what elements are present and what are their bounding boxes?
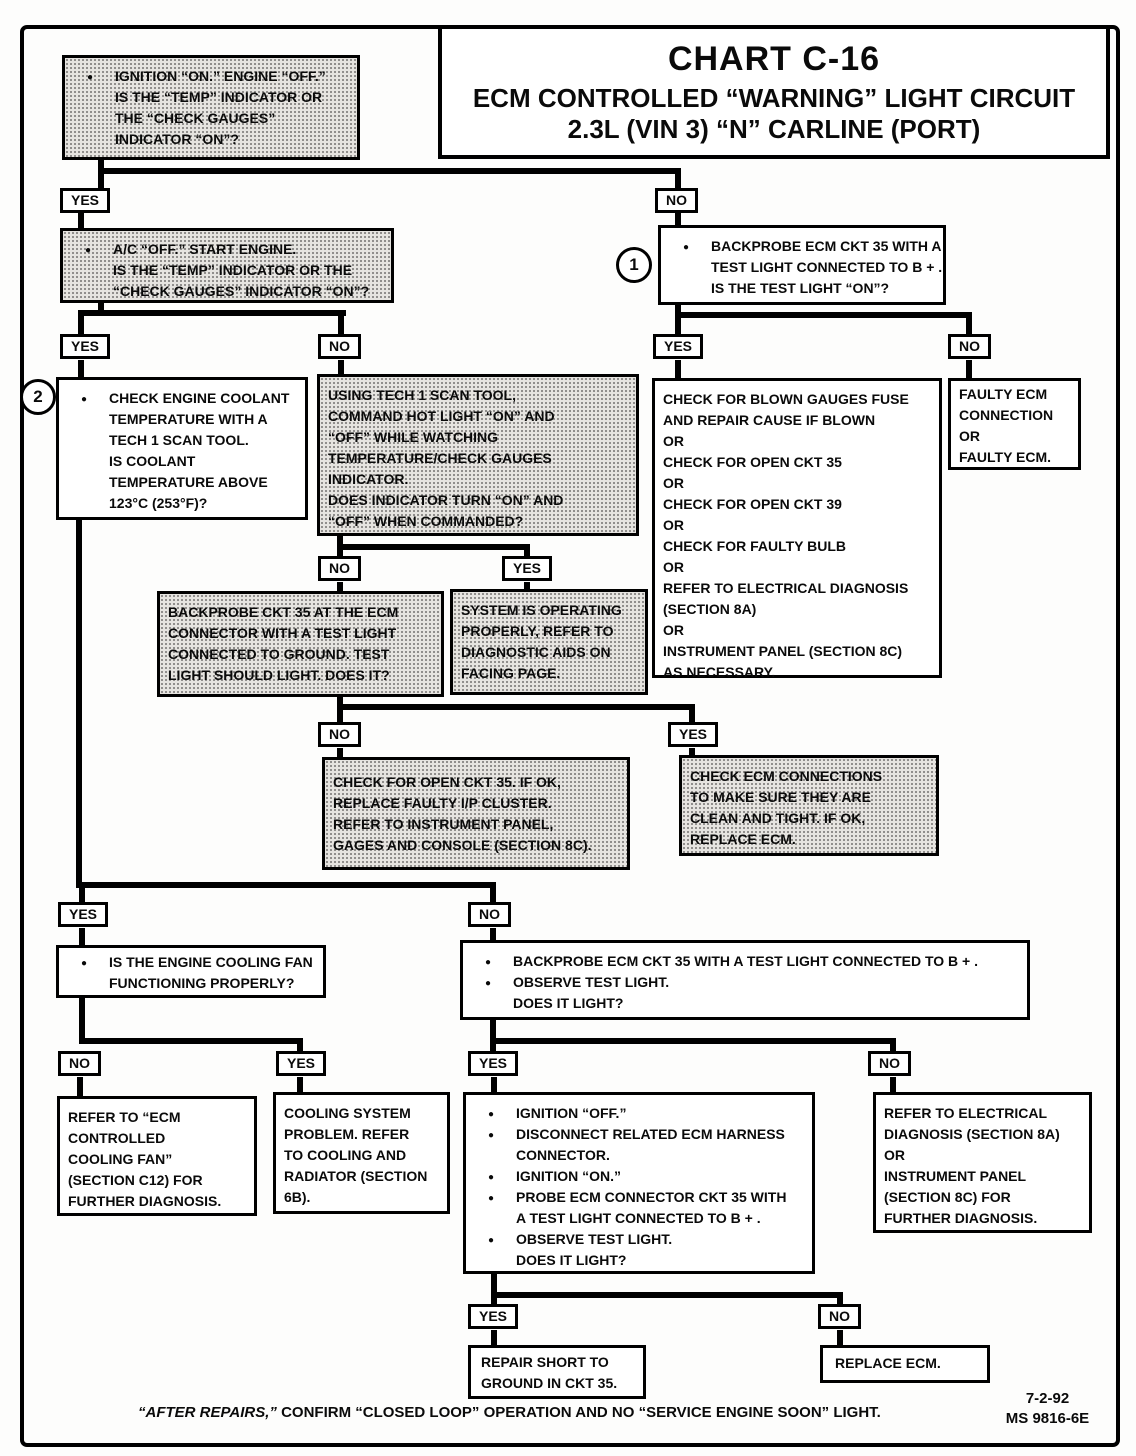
text-line: CONNECTION (959, 407, 1054, 423)
node-ac-off-check (60, 228, 394, 303)
text-line: DIAGNOSTIC AIDS ON (461, 644, 611, 660)
text-line: INDICATOR “ON”? (115, 131, 239, 147)
text-line: RADIATOR (SECTION (284, 1168, 428, 1184)
branch-label-yes: YES (58, 902, 108, 927)
connector-line (490, 928, 496, 940)
node-backprobe-ground-test (157, 591, 444, 697)
connector-line (491, 1292, 843, 1298)
connector-line (79, 1038, 303, 1044)
text-line: OR (663, 622, 684, 638)
connector-line (77, 1077, 83, 1096)
branch-label-no: NO (818, 1304, 861, 1329)
node-system-operating-properly (450, 589, 648, 695)
text-line: CHECK FOR BLOWN GAUGES FUSE (663, 391, 909, 407)
connector-line (675, 312, 972, 318)
branch-label-no: NO (655, 188, 698, 213)
text-line: INSTRUMENT PANEL (884, 1168, 1027, 1184)
text-line: LIGHT SHOULD LIGHT. DOES IT? (168, 667, 390, 683)
text-line: IS THE “TEMP” INDICATOR OR (115, 89, 323, 105)
text-line: ● IGNITION “OFF.” (516, 1103, 804, 1124)
text-line: FAULTY ECM. (959, 449, 1052, 465)
text-line: “CHECK GAUGES” INDICATOR “ON”? (113, 283, 370, 299)
connector-line (76, 882, 496, 888)
after-repairs-note-italic: “AFTER REPAIRS,” (138, 1404, 277, 1421)
text-line: DOES IT LIGHT? (516, 1252, 627, 1268)
text-line: TEMPERATURE ABOVE (109, 474, 268, 490)
text-line: REFER TO ELECTRICAL (884, 1105, 1048, 1121)
text-line: ● IS THE ENGINE COOLING FAN (109, 952, 315, 973)
text-line: FURTHER DIAGNOSIS. (884, 1210, 1038, 1226)
node-blown-fuse-checks (652, 378, 942, 678)
text-line: (SECTION 8A) (663, 601, 757, 617)
text-line: SYSTEM IS OPERATING (461, 602, 622, 618)
connector-line (837, 1330, 843, 1345)
connector-line (337, 704, 695, 710)
text-line: TECH 1 SCAN TOOL. (109, 432, 249, 448)
node-cooling-fan-check (56, 945, 326, 998)
document-number: MS 9816-6E (1005, 1410, 1090, 1427)
text-line: GAGES AND CONSOLE (SECTION 8C). (333, 837, 592, 853)
text-line: INSTRUMENT PANEL (SECTION 8C) (663, 643, 903, 659)
connector-line (490, 888, 496, 903)
branch-label-yes: YES (502, 556, 552, 581)
text-line: DOES INDICATOR TURN “ON” AND (328, 492, 564, 508)
text-line: ● OBSERVE TEST LIGHT. (516, 1229, 804, 1250)
text-line: OR (663, 559, 684, 575)
connector-line (491, 1077, 497, 1092)
text-line: OR (663, 433, 684, 449)
connector-line (78, 213, 84, 228)
text-line: BACKPROBE CKT 35 AT THE ECM (168, 604, 399, 620)
text-line: CONNECTED TO GROUND. TEST (168, 646, 390, 662)
text-line: OR (884, 1147, 905, 1163)
branch-label-no: NO (58, 1051, 101, 1076)
connector-line (79, 888, 85, 903)
connector-line (76, 520, 82, 888)
text-line: COMMAND HOT LIGHT “ON” AND (328, 408, 555, 424)
node-backprobe-observe-test (460, 940, 1030, 1020)
after-repairs-note-rest: CONFIRM “CLOSED LOOP” OPERATION AND NO “SERVICE ENGINE SOON” LIGHT. (276, 1404, 881, 1421)
branch-label-no: NO (318, 722, 361, 747)
text-line: DIAGNOSIS (SECTION 8A) (884, 1126, 1060, 1142)
node-cooling-system-problem (273, 1092, 450, 1214)
text-line: GROUND IN CKT 35. (481, 1375, 618, 1391)
node-ecm-connections-check (679, 755, 939, 856)
text-line: IS THE “TEMP” INDICATOR OR THE (113, 262, 353, 278)
text-line: FUNCTIONING PROPERLY? (109, 975, 295, 991)
text-line: FACING PAGE. (461, 665, 561, 681)
text-line: INDICATOR. (328, 471, 409, 487)
text-line: REFER TO ELECTRICAL DIAGNOSIS (663, 580, 909, 596)
text-line: “OFF” WHILE WATCHING (328, 429, 499, 445)
text-line: ● IGNITION “ON.” (516, 1166, 804, 1187)
branch-label-yes: YES (468, 1051, 518, 1076)
text-line: REPAIR SHORT TO (481, 1354, 609, 1370)
node-faulty-ecm (948, 378, 1081, 470)
branch-label-no: NO (948, 334, 991, 359)
branch-label-yes: YES (668, 722, 718, 747)
node-ignition-off-probe (463, 1092, 815, 1274)
text-line: CHECK FOR OPEN CKT 35 (663, 454, 842, 470)
node-replace-ecm (820, 1345, 990, 1383)
connector-line (890, 1077, 896, 1092)
text-line: CONNECTOR. (516, 1147, 610, 1163)
text-line: A TEST LIGHT CONNECTED TO B + . (516, 1210, 761, 1226)
text-line: THE “CHECK GAUGES” (115, 110, 276, 126)
branch-label-yes: YES (468, 1304, 518, 1329)
text-line: CHECK ECM CONNECTIONS (690, 768, 883, 784)
after-repairs-note (138, 1404, 881, 1421)
text-line: CHECK FOR OPEN CKT 35. IF OK, (333, 774, 561, 790)
connector-line (675, 213, 681, 225)
connector-line (78, 360, 84, 377)
text-line: TEMPERATURE WITH A (109, 411, 268, 427)
connector-line (491, 1330, 497, 1345)
branch-label-no: NO (468, 902, 511, 927)
branch-label-no: NO (318, 556, 361, 581)
text-line: 123°C (253°F)? (109, 495, 208, 511)
text-line: OR (663, 475, 684, 491)
connector-line (966, 318, 972, 335)
text-line: ● A/C “OFF.” START ENGINE. (113, 239, 383, 260)
text-line: ● CHECK ENGINE COOLANT (109, 388, 297, 409)
text-line: USING TECH 1 SCAN TOOL, (328, 387, 516, 403)
text-line: IS THE TEST LIGHT “ON”? (711, 280, 890, 296)
text-line: (SECTION 8C) FOR (884, 1189, 1011, 1205)
connector-line (675, 174, 681, 188)
node-coolant-temp-check (56, 377, 308, 520)
connector-line (79, 928, 85, 945)
document-date: 7-2-92 (1025, 1390, 1070, 1407)
branch-label-no: NO (868, 1051, 911, 1076)
text-line: CHECK FOR FAULTY BULB (663, 538, 847, 554)
text-line: CHECK FOR OPEN CKT 39 (663, 496, 842, 512)
text-line: REFER TO INSTRUMENT PANEL, (333, 816, 554, 832)
text-line: ● BACKPROBE ECM CKT 35 WITH A (711, 236, 935, 257)
text-line: TO MAKE SURE THEY ARE (690, 789, 871, 805)
text-line: IS COOLANT (109, 453, 196, 469)
text-line: PROBLEM. REFER (284, 1126, 410, 1142)
connector-line (675, 318, 681, 335)
text-line: ● DISCONNECT RELATED ECM HARNESS (516, 1124, 804, 1145)
text-line: REFER TO “ECM (68, 1109, 181, 1125)
text-line: AND REPAIR CAUSE IF BLOWN (663, 412, 876, 428)
text-line: ● PROBE ECM CONNECTOR CKT 35 WITH (516, 1187, 804, 1208)
text-line: FURTHER DIAGNOSIS. (68, 1193, 222, 1209)
node-ignition-check (62, 55, 360, 160)
connector-line (78, 310, 346, 316)
text-line: OR (959, 428, 980, 444)
connector-line (297, 1077, 303, 1092)
text-line: TEST LIGHT CONNECTED TO B + . (711, 259, 943, 275)
text-line: TEMPERATURE/CHECK GAUGES (328, 450, 552, 466)
node-repair-short-ckt35 (468, 1345, 646, 1399)
text-line: CONTROLLED (68, 1130, 166, 1146)
text-line: COOLING FAN” (68, 1151, 173, 1167)
text-line: DOES IT LIGHT? (513, 995, 624, 1011)
callout-circle-2: 2 (20, 379, 56, 415)
branch-label-yes: YES (276, 1051, 326, 1076)
text-line: CONNECTOR WITH A TEST LIGHT (168, 625, 397, 641)
branch-label-yes: YES (653, 334, 703, 359)
connector-line (966, 360, 972, 378)
node-tech1-command-check (317, 374, 639, 536)
text-line: CLEAN AND TIGHT. IF OK, (690, 810, 866, 826)
node-refer-electrical-diagnosis (873, 1092, 1092, 1233)
chart-subtitle-2: 2.3L (VIN 3) “N” CARLINE (PORT) (567, 113, 981, 144)
text-line: AS NECESSARY. (663, 664, 776, 680)
text-line: “OFF” WHEN COMMANDED? (328, 513, 524, 529)
text-line: REPLACE ECM. (690, 831, 796, 847)
text-line: COOLING SYSTEM (284, 1105, 411, 1121)
node-open-ckt35-repair (322, 757, 630, 870)
text-line: (SECTION C12) FOR (68, 1172, 203, 1188)
connector-line (78, 316, 84, 335)
text-line: OR (663, 517, 684, 533)
document-info (985, 1389, 1110, 1429)
text-line: FAULTY ECM (959, 386, 1048, 402)
text-line: ● OBSERVE TEST LIGHT. (513, 972, 1019, 993)
connector-line (337, 544, 530, 550)
connector-line (675, 360, 681, 378)
callout-circle-1: 1 (616, 247, 652, 283)
text-line: 6B). (284, 1189, 311, 1205)
node-backprobe-bplus-check (658, 225, 946, 305)
chart-title: CHART C-16 (667, 39, 881, 78)
connector-line (490, 1038, 896, 1044)
node-refer-cooling-fan (57, 1096, 257, 1216)
text-line: REPLACE FAULTY I/P CLUSTER. (333, 795, 552, 811)
connector-line (338, 316, 344, 335)
branch-label-yes: YES (60, 334, 110, 359)
text-line: TO COOLING AND (284, 1147, 407, 1163)
chart-subtitle: ECM CONTROLLED “WARNING” LIGHT CIRCUIT (472, 82, 1076, 113)
text-line: REPLACE ECM. (835, 1355, 941, 1371)
connector-line (98, 168, 681, 174)
text-line: ● IGNITION “ON.” ENGINE “OFF.” (115, 66, 349, 87)
text-line: ● BACKPROBE ECM CKT 35 WITH A TEST LIGHT CONNECTED TO B + . (513, 951, 1019, 972)
branch-label-yes: YES (60, 188, 110, 213)
text-line: PROPERLY, REFER TO (461, 623, 614, 639)
connector-line (338, 360, 344, 374)
connector-line (98, 160, 104, 188)
branch-label-no: NO (318, 334, 361, 359)
chart-title-box (438, 25, 1110, 159)
